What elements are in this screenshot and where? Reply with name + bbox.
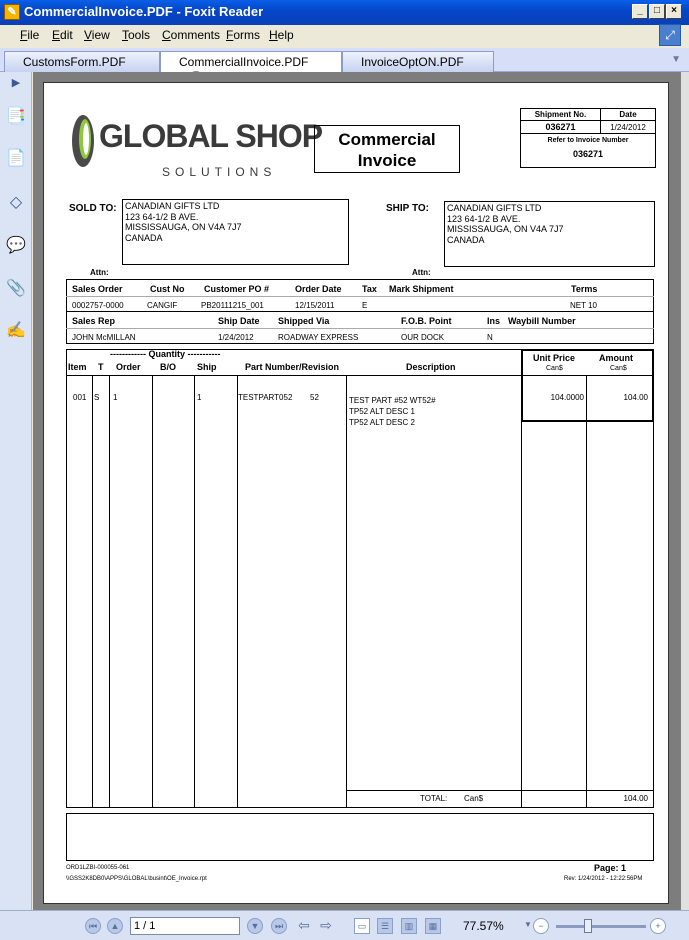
invoice-title-line1: Commercial bbox=[338, 130, 436, 149]
address-line: MISSISSAUGA, ON V4A 7J7 bbox=[125, 222, 242, 232]
vertical-scrollbar[interactable] bbox=[681, 72, 689, 910]
line-type: S bbox=[94, 393, 100, 402]
tab-commercial-invoice[interactable] bbox=[160, 51, 342, 72]
sales-order-value: 0002757-0000 bbox=[72, 301, 124, 310]
type-header: T bbox=[98, 362, 104, 372]
global-shop-logo-icon bbox=[69, 113, 95, 169]
terms-value: NET 10 bbox=[570, 301, 597, 310]
column-divider bbox=[346, 375, 347, 808]
unit-price-header: Unit Price bbox=[533, 353, 576, 363]
tax-value: E bbox=[362, 301, 368, 310]
navigation-sidebar bbox=[0, 72, 32, 910]
footer-report-code: ORD1LZBI-000055-061 bbox=[66, 865, 130, 871]
address-line: CANADA bbox=[125, 232, 163, 243]
customer-po-header: Customer PO # bbox=[204, 284, 270, 294]
line-order-qty: 1 bbox=[113, 393, 118, 402]
description-line: TP52 ALT DESC 1 bbox=[349, 407, 415, 416]
next-page-icon[interactable]: ▼ bbox=[247, 918, 263, 934]
attachments-icon[interactable]: 📎 bbox=[6, 280, 26, 297]
line-unit-price: 104.0000 bbox=[550, 393, 584, 402]
document-tabs bbox=[0, 48, 689, 72]
order-qty-header: Order bbox=[116, 362, 141, 372]
facing-view-icon[interactable]: ▥ bbox=[401, 918, 417, 934]
close-button[interactable]: × bbox=[666, 4, 682, 19]
bookmarks-icon[interactable]: 📑 bbox=[6, 108, 26, 125]
column-divider bbox=[237, 375, 238, 808]
quantity-group-label: ------------ Quantity ----------- bbox=[110, 349, 221, 359]
invoice-title bbox=[314, 125, 460, 173]
menu-forms[interactable]: Forms bbox=[226, 28, 261, 42]
column-divider bbox=[521, 375, 522, 808]
pages-icon[interactable]: 📄 bbox=[6, 150, 26, 167]
maximize-button[interactable]: □ bbox=[649, 4, 665, 19]
address-line: CANADIAN GIFTS LTD bbox=[447, 203, 542, 213]
logo-subtext: SOLUTIONS bbox=[162, 165, 277, 179]
shipped-via-header: Shipped Via bbox=[278, 316, 330, 326]
zoom-level[interactable]: 77.57% bbox=[463, 919, 504, 933]
tab-customs-form[interactable] bbox=[4, 51, 160, 72]
shipped-via-value: ROADWAY EXPRESS bbox=[278, 333, 359, 342]
line-item-number: 001 bbox=[73, 393, 87, 402]
tab-list-chevron-icon[interactable]: ▼ bbox=[671, 54, 681, 65]
description-header: Description bbox=[406, 362, 456, 372]
first-page-icon[interactable]: ⏮ bbox=[85, 918, 101, 934]
ship-qty-header: Ship bbox=[197, 362, 217, 372]
date-value: 1/24/2012 bbox=[601, 121, 655, 134]
sold-to-address bbox=[122, 199, 349, 265]
total-label: TOTAL: bbox=[420, 794, 448, 803]
date-label: Date bbox=[601, 109, 655, 121]
back-arrow-icon[interactable]: ⇦ bbox=[298, 917, 310, 933]
line-description bbox=[349, 395, 436, 428]
fob-point-header: F.O.B. Point bbox=[401, 316, 452, 326]
backorder-header: B/O bbox=[160, 362, 177, 372]
order-date-value: 12/15/2011 bbox=[295, 301, 335, 310]
zoom-slider-track[interactable] bbox=[556, 925, 646, 928]
menu-edit[interactable]: Edit bbox=[52, 28, 73, 42]
waybill-header: Waybill Number bbox=[508, 316, 576, 326]
title-bar bbox=[0, 0, 689, 25]
last-page-icon[interactable]: ⏭ bbox=[271, 918, 287, 934]
total-value: 104.00 bbox=[623, 794, 648, 803]
comments-icon[interactable]: 💬 bbox=[6, 237, 26, 254]
tab-label: CustomsForm.PDF bbox=[23, 55, 126, 69]
terms-header: Terms bbox=[571, 284, 598, 294]
shipment-info-box bbox=[520, 108, 656, 168]
tab-label: CommercialInvoice.PDF bbox=[179, 55, 309, 69]
continuous-facing-view-icon[interactable]: ▦ bbox=[425, 918, 441, 934]
divider bbox=[66, 328, 654, 329]
zoom-slider-handle[interactable] bbox=[584, 919, 592, 933]
line-ship-qty: 1 bbox=[197, 393, 202, 402]
previous-page-icon[interactable]: ▲ bbox=[107, 918, 123, 934]
sales-order-header: Sales Order bbox=[72, 284, 123, 294]
cust-no-header: Cust No bbox=[150, 284, 185, 294]
sold-to-label: SOLD TO: bbox=[69, 203, 117, 214]
cust-no-value: CANGIF bbox=[147, 301, 178, 310]
page-number-input[interactable] bbox=[130, 917, 240, 935]
notes-box bbox=[66, 813, 654, 861]
continuous-view-icon[interactable]: ☰ bbox=[377, 918, 393, 934]
line-part-number: TESTPART052 bbox=[238, 393, 293, 402]
address-line: CANADIAN GIFTS LTD bbox=[125, 201, 220, 211]
pdf-page bbox=[43, 82, 669, 904]
zoom-in-icon[interactable]: + bbox=[650, 918, 666, 934]
sales-rep-value: JOHN McMILLAN bbox=[72, 333, 136, 342]
page-number-label: Page: 1 bbox=[594, 863, 627, 873]
address-line: 123 64-1/2 B AVE. bbox=[125, 211, 199, 222]
line-revision: 52 bbox=[310, 393, 319, 402]
ship-to-attn-label: Attn: bbox=[412, 268, 431, 277]
zoom-out-icon[interactable]: − bbox=[533, 918, 549, 934]
revision-timestamp: Rev: 1/24/2012 - 12:22:56PM bbox=[564, 876, 643, 882]
part-number-header: Part Number/Revision bbox=[245, 362, 340, 372]
ship-date-value: 1/24/2012 bbox=[218, 333, 254, 342]
ship-to-label: SHIP TO: bbox=[386, 203, 429, 214]
mark-shipment-header: Mark Shipment bbox=[389, 284, 454, 294]
tab-label: InvoiceOptON.PDF bbox=[361, 55, 464, 69]
menu-comments[interactable]: Comments bbox=[162, 28, 221, 42]
single-page-view-icon[interactable]: ▭ bbox=[354, 918, 370, 934]
divider bbox=[66, 311, 654, 312]
address-line: CANADA bbox=[447, 234, 485, 245]
description-line: TEST PART #52 WT52# bbox=[349, 396, 436, 405]
window-title: CommercialInvoice.PDF - Foxit Reader bbox=[24, 4, 264, 19]
ship-date-header: Ship Date bbox=[218, 316, 260, 326]
customer-po-value: PB20111215_001 bbox=[201, 301, 264, 310]
order-date-header: Order Date bbox=[295, 284, 342, 294]
expand-panel-icon[interactable]: ▶ bbox=[11, 77, 21, 89]
column-divider bbox=[194, 375, 195, 808]
invoice-title-line2: Invoice bbox=[357, 151, 417, 170]
status-bar bbox=[0, 910, 689, 940]
invoice-number: 036271 bbox=[572, 149, 604, 159]
unit-price-currency: Can$ bbox=[546, 365, 563, 372]
menu-view[interactable]: View bbox=[84, 28, 110, 42]
refer-label: Refer to Invoice Number bbox=[547, 137, 629, 144]
amount-header: Amount bbox=[599, 353, 633, 363]
fit-page-icon[interactable]: ⤢ bbox=[659, 24, 681, 46]
item-header: Item bbox=[68, 362, 87, 372]
column-divider bbox=[92, 375, 93, 808]
total-currency: Can$ bbox=[464, 794, 484, 803]
foxit-app-icon: ✎ bbox=[4, 4, 20, 20]
footer-report-path: \\GSS2K8DB0\APPS\GLOBAL\busint\OE_Invoice.rpt bbox=[66, 876, 207, 882]
menu-bar bbox=[0, 25, 689, 47]
fob-point-value: OUR DOCK bbox=[401, 333, 445, 342]
column-divider bbox=[152, 375, 153, 808]
forward-arrow-icon[interactable]: ⇨ bbox=[320, 917, 332, 933]
divider bbox=[66, 296, 654, 297]
logo-text: GLOBAL SHOP bbox=[99, 118, 323, 154]
sold-to-attn-label: Attn: bbox=[90, 268, 109, 277]
column-divider bbox=[586, 375, 587, 808]
tab-invoice-opt-on[interactable] bbox=[342, 51, 494, 72]
line-amount: 104.00 bbox=[623, 393, 648, 402]
menu-tools[interactable]: Tools bbox=[122, 28, 151, 42]
address-line: 123 64-1/2 B AVE. bbox=[447, 213, 521, 224]
menu-help[interactable]: Help bbox=[269, 28, 294, 42]
ins-value: N bbox=[487, 333, 493, 342]
tax-header: Tax bbox=[362, 284, 377, 294]
layers-icon[interactable]: ◇ bbox=[9, 194, 23, 211]
shipment-no-value: 036271 bbox=[521, 121, 601, 134]
totals-divider bbox=[346, 790, 654, 791]
document-viewport[interactable] bbox=[33, 72, 681, 910]
ins-header: Ins bbox=[487, 316, 501, 326]
address-line: MISSISSAUGA, ON V4A 7J7 bbox=[447, 224, 564, 234]
column-divider bbox=[109, 375, 110, 808]
minimize-button[interactable]: _ bbox=[632, 4, 648, 19]
ship-to-address bbox=[444, 201, 655, 267]
description-line: TP52 ALT DESC 2 bbox=[349, 418, 415, 427]
menu-file[interactable]: File bbox=[20, 28, 40, 42]
amount-currency: Can$ bbox=[610, 365, 627, 372]
sales-rep-header: Sales Rep bbox=[72, 316, 116, 326]
signatures-icon[interactable]: ✍ bbox=[6, 322, 26, 339]
shipment-no-label: Shipment No. bbox=[521, 109, 601, 121]
zoom-dropdown-chevron-icon[interactable]: ▼ bbox=[524, 920, 532, 929]
